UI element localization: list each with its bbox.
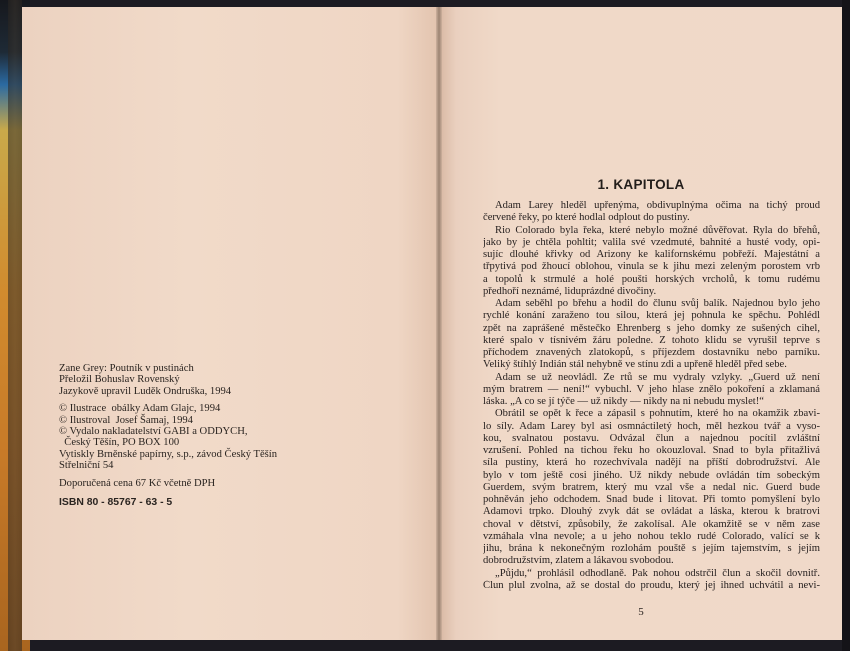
body-text-line: třpytivá pod žhoucí oblohou, vinula se k jihu mezi zeleným porostem vrb <box>483 261 820 273</box>
body-text-line: Obrátil se opět k řece a zápasil s pohnutím, které ho na okamžik zbavi- <box>495 408 820 420</box>
body-text-line: láska. „A co se jí týče — už nikdy — nikdy na ni nebudu myslet!“ <box>483 396 764 407</box>
body-text-line: Guerdem, svým bratrem, který mu vzal vše a nedal nic. Guerd bude <box>483 481 820 493</box>
body-text-line: síla pustiny, která ho rozechvívala nadějí na příští dobrodružství. Ale <box>483 457 820 469</box>
body-text-line: Veliký štíhlý Indián stál nehybně ve stínu zdi a upřeně hleděl před sebe. <box>483 359 787 371</box>
body-text-line: červené řeky, po které hodlal odplout do pustiny. <box>483 212 690 224</box>
body-text-line: „Půjdu,“ prohlásil odhodlaně. Pak nohou odstrčil člun a skočil dovnitř. <box>495 567 820 579</box>
chapter-title: 1. KAPITOLA <box>597 177 685 192</box>
imprint-line: © Ilustrace obálky Adam Glajc, 1994 <box>59 403 221 415</box>
body-text-line: sujíc dlouhé křivky od Arizony ke kalifornskému pobřeží. Majestátní a <box>483 249 820 260</box>
body-text-line: Adam seběhl po břehu a hodil do člunu svůj balík. Najednou bylo jeho <box>495 298 820 309</box>
background-edge <box>842 0 850 651</box>
book-gutter <box>436 7 442 640</box>
body-text-line: bylo v tom ještě cosi jiného. Už nikdy nebude ovládán tím sobeckým <box>483 469 820 481</box>
body-text-line: pohněván jeho odchodem. Snad bude i litovat. Při tomto pomyšlení bylo <box>483 494 820 505</box>
imprint-line: Vytiskly Brněnské papírny, s.p., závod Český Těšín <box>59 448 278 460</box>
body-text-line: mým bratrem — není!“ vybuchl. V jeho hlase znělo pokoření a zklamaná <box>483 383 820 395</box>
imprint-line: © Ilustroval Josef Šamaj, 1994 <box>59 414 193 426</box>
chapter-body-text <box>483 200 820 592</box>
body-text-line: které spalo v tísnivém žáru poledne. Z tohoto klidu se vyrušil teprve s <box>483 334 820 346</box>
body-text-line: jako by je chtěla pohltit; valila své vzedmuté, bahnité a husté vody, opi- <box>483 236 820 248</box>
body-text-line: choval v dětství, způsobily, že zakolísal. Ale okamžitě se v něm zase <box>483 518 820 530</box>
imprint-price: Doporučená cena 67 Kč včetně DPH <box>59 477 216 489</box>
body-text-line: zpět na zaprášené městečko Ehrenberg s jeho domky ze sušených cihel, <box>483 322 820 334</box>
imprint-line: Jazykově upravil Luděk Ondruška, 1994 <box>59 385 232 397</box>
body-text-line: Člun plul zvolna, až se dostal do proudu, který jej ihned uchvátil a nevi- <box>483 579 820 591</box>
body-text-line: jihu, brána k nekonečným rozlohám pouště s jejím tajemstvím, s jejím <box>483 543 820 554</box>
body-text-line: vzmáhala vlna nevole; a u jeho nohou teklo rudé Colorado, valící se k <box>483 530 820 542</box>
body-text-line: dobrodružstvím, zlatem a lákavou svobodou. <box>483 555 674 567</box>
imprint-line: Český Těšín, PO BOX 100 <box>59 437 180 449</box>
imprint-line: Zane Grey: Poutník v pustinách <box>59 363 194 374</box>
imprint-block <box>59 363 419 508</box>
body-text-line: předhoří neznámé, liduprázdné divočiny. <box>483 285 657 297</box>
body-text-line: příchodem znavených zlatokopů, s příjezdem dostavníku nebo parníku. <box>483 347 820 358</box>
body-text-line: Rio Colorado byla řeka, které nebylo možné důvěřovat. Ryla do břehů, <box>495 224 820 236</box>
body-text-line: kou, svalnatou postavu. Odvázal člun a najednou pocítil zvláštní <box>483 432 820 444</box>
imprint-line: © Vydalo nakladatelství GABI a ODDYCH, <box>59 426 248 438</box>
left-page <box>22 7 439 640</box>
imprint-isbn: ISBN 80 - 85767 - 63 - 5 <box>59 497 173 509</box>
body-text-line: Adam se už neovládl. Ze rtů se mu vydraly vzlyky. „Guerd už není <box>495 371 820 383</box>
imprint-line: Přeložil Bohuslav Rovenský <box>59 374 180 386</box>
body-text-line: Adam Larey hleděl upřenýma, obdivuplnýma očima na tichý proud <box>495 200 820 211</box>
body-text-line: vzrušení. Pohled na tichou řeku ho okouzloval. Snad to byla přitažlivá <box>483 445 820 456</box>
page-number: 5 <box>638 606 644 618</box>
imprint-line: Střelniční 54 <box>59 460 114 472</box>
body-text-line: rychlé konání zaraženo tou silou, která jej pohnula ke spěchu. Pohlédl <box>483 310 820 322</box>
book-spine-shadow <box>8 0 22 651</box>
body-text-line: Adamovi trpko. Dlouhý zvyk dát se ovládat a láska, kterou k bratrovi <box>483 506 820 518</box>
body-text-line: lo síly. Adam Larey byl asi osmnáctiletý hoch, měl hezkou tvář a vyso- <box>483 420 820 432</box>
body-text-line: a topolů k strmulé a holé poušti horských vrcholů, k tomu rudému <box>483 273 820 285</box>
